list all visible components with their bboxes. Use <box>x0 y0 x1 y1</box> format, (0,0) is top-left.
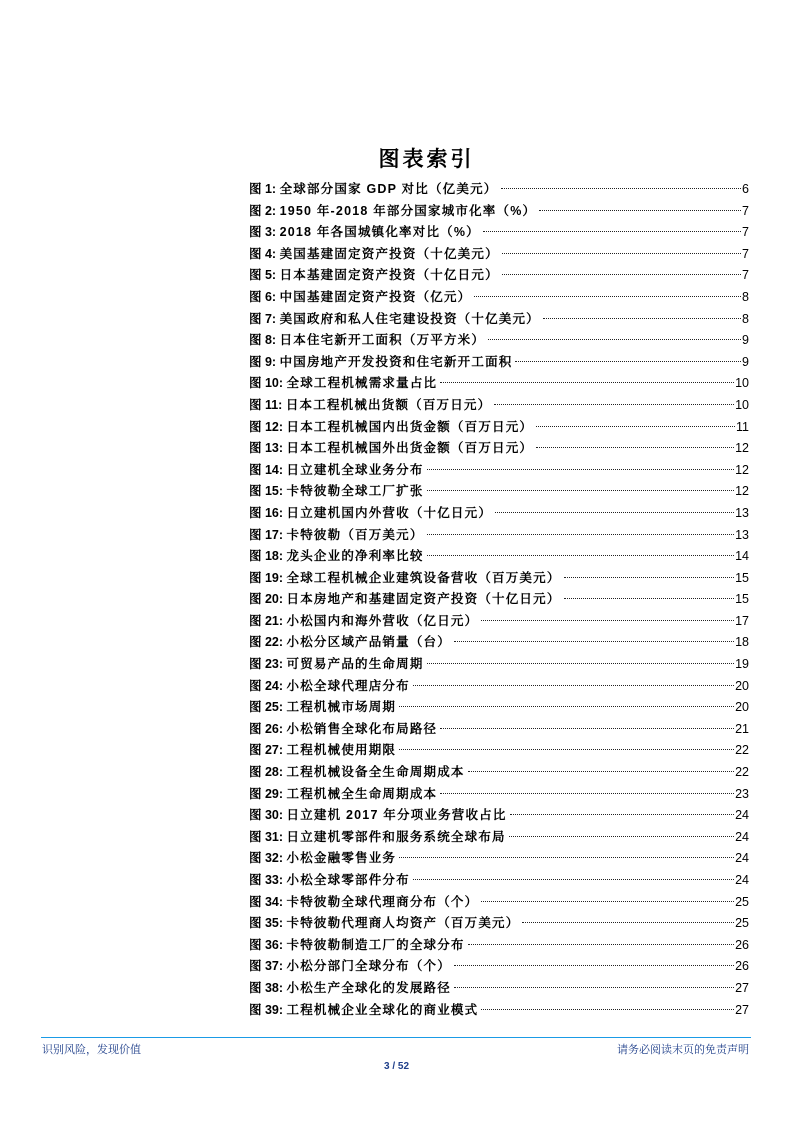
dot-leader <box>509 836 734 837</box>
page-reference[interactable]: 22 <box>735 743 749 758</box>
figure-number: 图 7: <box>249 311 277 326</box>
toc-entry[interactable] <box>249 654 749 676</box>
page-number: 3 / 52 <box>383 1061 410 1072</box>
toc-entry[interactable] <box>249 762 749 784</box>
dot-leader <box>536 447 734 448</box>
figure-title: 日本住宅新开工面积（万平方米） <box>279 333 486 348</box>
page-reference[interactable]: 14 <box>735 549 749 564</box>
figure-title: 卡特彼勒制造工厂的全球分布 <box>286 937 465 952</box>
figure-number: 图 34: <box>249 894 284 909</box>
figure-number: 图 33: <box>249 873 284 887</box>
toc-entry-label <box>249 1000 478 1022</box>
dot-leader <box>413 685 734 686</box>
figure-number: 图 9: <box>249 354 277 369</box>
figure-title: 中国基建固定资产投资（亿元） <box>279 289 472 304</box>
toc-entry[interactable] <box>249 870 749 892</box>
dot-leader <box>488 339 741 340</box>
dot-leader <box>427 469 735 470</box>
figure-title: 日立建机零部件和服务系统全球布局 <box>286 829 506 844</box>
dot-leader <box>440 728 734 729</box>
toc-entry[interactable] <box>249 719 749 741</box>
figure-number: 图 12: <box>249 419 284 434</box>
dot-leader <box>495 512 734 513</box>
toc-entry[interactable] <box>249 525 749 547</box>
dot-leader <box>515 361 741 362</box>
toc-entry[interactable] <box>249 1000 749 1022</box>
figure-number: 图 29: <box>249 786 284 801</box>
figure-title: 小松金融零售业务 <box>286 851 397 866</box>
dot-leader <box>454 965 734 966</box>
toc-entry-label <box>249 892 478 914</box>
page-reference[interactable]: 23 <box>735 786 749 801</box>
toc-entry[interactable] <box>249 956 749 978</box>
page-reference[interactable]: 9 <box>742 354 749 369</box>
figure-title: 卡特彼勒全球代理商分布（个） <box>286 894 479 909</box>
toc-entry[interactable] <box>249 913 749 935</box>
toc-entry-label <box>249 222 480 244</box>
dot-leader <box>510 814 735 815</box>
page-reference[interactable]: 12 <box>735 484 749 499</box>
figure-title: 工程机械企业全球化的商业模式 <box>286 1002 479 1017</box>
page-reference[interactable]: 25 <box>735 894 749 909</box>
figure-number: 图 6: <box>249 289 277 304</box>
figure-title: 卡特彼勒代理商人均资产（百万美元） <box>286 916 520 931</box>
footer-disclaimer: 请务必阅读末页的免责声明 <box>617 1043 749 1056</box>
figure-number: 图 16: <box>249 505 284 520</box>
dot-leader <box>440 382 734 383</box>
figure-title: 工程机械全生命周期成本 <box>286 786 438 801</box>
dot-leader <box>468 771 734 772</box>
toc-entry-label <box>249 460 424 482</box>
dot-leader <box>481 901 734 902</box>
figure-number: 图 1: <box>249 182 277 196</box>
toc-entry[interactable] <box>249 503 749 525</box>
page-reference[interactable]: 20 <box>735 678 749 693</box>
figure-title: 美国基建固定资产投资（十亿美元） <box>279 246 499 261</box>
toc-entry[interactable] <box>249 676 749 698</box>
figure-number: 图 30: <box>249 808 284 823</box>
figure-title: 小松全球代理店分布 <box>286 678 410 693</box>
figure-number: 图 18: <box>249 549 284 564</box>
figure-number: 图 10: <box>249 376 284 391</box>
toc-entry-label <box>249 330 485 352</box>
figure-title: 美国政府和私人住宅建设投资（十亿美元） <box>279 311 540 326</box>
toc-entry[interactable] <box>249 244 749 266</box>
toc-entry-label <box>249 179 498 201</box>
toc-entry-label <box>249 438 533 460</box>
dot-leader <box>536 426 735 427</box>
toc-entry-label <box>249 373 437 395</box>
figure-title: 小松分部门全球分布（个） <box>286 959 451 974</box>
page-reference[interactable]: 27 <box>735 1002 749 1017</box>
figure-number: 图 8: <box>249 333 277 348</box>
toc-entry[interactable] <box>249 309 749 331</box>
figure-number: 图 17: <box>249 527 284 542</box>
page-reference[interactable]: 24 <box>735 829 749 844</box>
figure-number: 图 28: <box>249 765 284 780</box>
dot-leader <box>427 663 735 664</box>
dot-leader <box>413 879 734 880</box>
figure-number: 图 15: <box>249 484 284 499</box>
page-reference[interactable]: 12 <box>735 462 749 477</box>
toc-entry-label <box>249 676 410 698</box>
dot-leader <box>494 404 734 405</box>
toc-entry-label <box>249 201 536 223</box>
figure-title: 中国房地产开发投资和住宅新开工面积 <box>279 354 513 369</box>
figure-title: 日本房地产和基建固定资产投资（十亿日元） <box>286 592 561 607</box>
figure-number: 图 2: <box>249 203 277 218</box>
figure-title: 全球工程机械企业建筑设备营收（百万美元） <box>286 570 561 585</box>
figure-number: 图 31: <box>249 829 284 844</box>
figure-number: 图 22: <box>249 635 284 650</box>
figure-number: 图 26: <box>249 721 284 736</box>
dot-leader <box>427 555 735 556</box>
figure-title: 小松生产全球化的发展路径 <box>286 980 451 995</box>
toc-entry-label <box>249 784 437 806</box>
toc-entry[interactable] <box>249 179 749 201</box>
dot-leader <box>427 534 735 535</box>
page-reference[interactable]: 8 <box>742 311 749 326</box>
page-reference[interactable]: 12 <box>735 441 749 456</box>
page-reference[interactable]: 8 <box>742 289 749 304</box>
toc-entry-label <box>249 244 499 266</box>
toc-entry[interactable] <box>249 287 749 309</box>
toc-entry[interactable] <box>249 222 749 244</box>
toc-entry-label <box>249 935 465 957</box>
toc-entry[interactable] <box>249 935 749 957</box>
page-reference[interactable]: 24 <box>735 873 749 887</box>
figure-title: 卡特彼勒全球工厂扩张 <box>286 484 424 499</box>
toc-entry-label <box>249 352 512 374</box>
page-title: 图表索引 <box>378 146 475 171</box>
page-reference[interactable]: 25 <box>735 916 749 931</box>
toc-entry[interactable] <box>249 201 749 223</box>
toc-entry-label <box>249 503 492 525</box>
figure-title: 2018 年各国城镇化率对比（%） <box>279 225 480 240</box>
figure-number: 图 13: <box>249 441 284 456</box>
toc-entry-label <box>249 654 424 676</box>
figure-number: 图 3: <box>249 225 277 240</box>
page-reference[interactable]: 7 <box>742 268 749 283</box>
page-reference[interactable]: 7 <box>742 246 749 261</box>
dot-leader <box>481 1009 734 1010</box>
toc-entry-label <box>249 848 396 870</box>
figure-number: 图 39: <box>249 1002 284 1017</box>
page-reference[interactable]: 10 <box>735 376 749 391</box>
toc-entry[interactable] <box>249 784 749 806</box>
figure-number: 图 11: <box>249 397 283 412</box>
toc-entry-label <box>249 956 451 978</box>
toc-entry-label <box>249 805 507 827</box>
figure-title: 卡特彼勒（百万美元） <box>286 527 424 542</box>
dot-leader <box>481 620 734 621</box>
dot-leader <box>399 749 734 750</box>
page-reference[interactable]: 27 <box>735 980 749 995</box>
figure-title: 工程机械设备全生命周期成本 <box>286 765 465 780</box>
toc-entry[interactable] <box>249 589 749 611</box>
toc-entry[interactable] <box>249 805 749 827</box>
figure-title: 小松全球零部件分布 <box>286 873 410 887</box>
toc-entry[interactable] <box>249 827 749 849</box>
toc-entry[interactable] <box>249 265 749 287</box>
figure-number: 图 37: <box>249 959 284 974</box>
toc-entry[interactable] <box>249 611 749 633</box>
toc-entry[interactable] <box>249 330 749 352</box>
toc-entry[interactable] <box>249 373 749 395</box>
figure-number: 图 19: <box>249 570 284 585</box>
page-reference[interactable]: 7 <box>742 225 749 240</box>
toc-entry[interactable] <box>249 632 749 654</box>
page-reference[interactable]: 26 <box>735 937 749 952</box>
figure-number: 图 23: <box>249 657 284 672</box>
toc-entry[interactable] <box>249 546 749 568</box>
toc-entry-label <box>249 309 540 331</box>
page-reference[interactable]: 19 <box>735 657 749 672</box>
page-reference[interactable]: 13 <box>735 505 749 520</box>
toc-entry-label <box>249 287 471 309</box>
figure-number: 图 36: <box>249 937 284 952</box>
figure-number: 图 35: <box>249 916 284 931</box>
page-reference[interactable]: 13 <box>735 527 749 542</box>
toc-entry-label <box>249 546 424 568</box>
dot-leader <box>543 318 741 319</box>
dot-leader <box>454 641 734 642</box>
figure-number: 图 4: <box>249 246 277 261</box>
toc-entry-label <box>249 481 424 503</box>
toc-entry-label <box>249 568 561 590</box>
page-reference[interactable]: 24 <box>735 808 749 823</box>
toc-entry-label <box>249 719 437 741</box>
page-reference[interactable]: 18 <box>735 635 749 650</box>
figure-title: 全球工程机械需求量占比 <box>286 376 438 391</box>
page-reference[interactable]: 15 <box>735 570 749 585</box>
dot-leader <box>454 987 734 988</box>
figure-title: 日本工程机械国内出货金额（百万日元） <box>286 419 534 434</box>
toc-entry-label <box>249 611 478 633</box>
dot-leader <box>468 944 734 945</box>
figure-title: 小松销售全球化布局路径 <box>286 721 438 736</box>
page-reference[interactable]: 9 <box>742 333 749 348</box>
page-reference[interactable]: 15 <box>735 592 749 607</box>
figure-title: 龙头企业的净利率比较 <box>286 549 424 564</box>
figure-index-list <box>249 179 749 1021</box>
figure-title: 日立建机国内外营收（十亿日元） <box>286 505 493 520</box>
figure-number: 图 20: <box>249 592 284 607</box>
figure-number: 图 38: <box>249 980 284 995</box>
figure-title: 日本基建固定资产投资（十亿日元） <box>279 268 499 283</box>
toc-entry[interactable] <box>249 848 749 870</box>
toc-entry-label <box>249 697 396 719</box>
footer-divider <box>41 1037 751 1038</box>
figure-title: 日立建机全球业务分布 <box>286 462 424 477</box>
toc-entry-label <box>249 827 506 849</box>
figure-title: 可贸易产品的生命周期 <box>286 657 424 672</box>
dot-leader <box>502 253 741 254</box>
toc-entry-label <box>249 525 424 547</box>
toc-entry-label <box>249 740 396 762</box>
dot-leader <box>502 274 741 275</box>
page-reference[interactable]: 10 <box>735 397 749 412</box>
toc-entry-label <box>249 978 451 1000</box>
toc-entry-label <box>249 762 465 784</box>
dot-leader <box>483 231 741 232</box>
footer-slogan: 识别风险，发现价值 <box>42 1043 141 1056</box>
figure-title: 工程机械使用期限 <box>286 743 397 758</box>
figure-title: 日立建机 2017 年分项业务营收占比 <box>286 808 507 823</box>
toc-entry-label <box>249 417 533 439</box>
toc-entry[interactable] <box>249 697 749 719</box>
toc-entry-label <box>249 265 499 287</box>
page-reference[interactable]: 24 <box>735 851 749 866</box>
page-reference[interactable]: 20 <box>735 700 749 715</box>
page-reference[interactable]: 6 <box>742 182 749 196</box>
toc-entry-label <box>249 395 491 417</box>
dot-leader <box>474 296 741 297</box>
figure-title: 日本工程机械国外出货金额（百万日元） <box>286 441 534 456</box>
dot-leader <box>399 857 734 858</box>
toc-entry-label <box>249 870 410 892</box>
toc-entry[interactable] <box>249 460 749 482</box>
figure-number: 图 14: <box>249 462 284 477</box>
dot-leader <box>564 577 735 578</box>
dot-leader <box>522 922 734 923</box>
figure-title: 日本工程机械出货额（百万日元） <box>285 397 492 412</box>
page-reference[interactable]: 26 <box>735 959 749 974</box>
page-reference[interactable]: 17 <box>735 613 749 628</box>
toc-entry-label <box>249 632 451 654</box>
figure-number: 图 25: <box>249 700 284 715</box>
dot-leader <box>440 793 734 794</box>
figure-title: 1950 年-2018 年部分国家城市化率（%） <box>279 203 537 218</box>
dot-leader <box>501 188 742 189</box>
dot-leader <box>539 210 741 211</box>
figure-title: 工程机械市场周期 <box>286 700 397 715</box>
toc-entry[interactable] <box>249 892 749 914</box>
figure-number: 图 5: <box>249 268 277 283</box>
figure-number: 图 27: <box>249 743 284 758</box>
toc-entry[interactable] <box>249 417 749 439</box>
toc-entry[interactable] <box>249 438 749 460</box>
page-reference[interactable]: 11 <box>736 419 749 434</box>
figure-number: 图 21: <box>249 613 284 628</box>
page-reference[interactable]: 21 <box>735 721 749 736</box>
dot-leader <box>564 598 735 599</box>
page-reference[interactable]: 22 <box>735 765 749 780</box>
toc-entry-label <box>249 589 561 611</box>
toc-entry[interactable] <box>249 481 749 503</box>
figure-number: 图 24: <box>249 678 284 693</box>
figure-number: 图 32: <box>249 851 284 866</box>
toc-entry-label <box>249 913 519 935</box>
page-reference[interactable]: 7 <box>742 203 749 218</box>
dot-leader <box>399 706 734 707</box>
figure-title: 小松分区域产品销量（台） <box>286 635 451 650</box>
figure-title: 全球部分国家 GDP 对比（亿美元） <box>279 182 498 196</box>
toc-entry[interactable] <box>249 740 749 762</box>
dot-leader <box>427 490 735 491</box>
toc-entry[interactable] <box>249 395 749 417</box>
figure-title: 小松国内和海外营收（亿日元） <box>286 613 479 628</box>
toc-entry[interactable] <box>249 352 749 374</box>
toc-entry[interactable] <box>249 568 749 590</box>
toc-entry[interactable] <box>249 978 749 1000</box>
